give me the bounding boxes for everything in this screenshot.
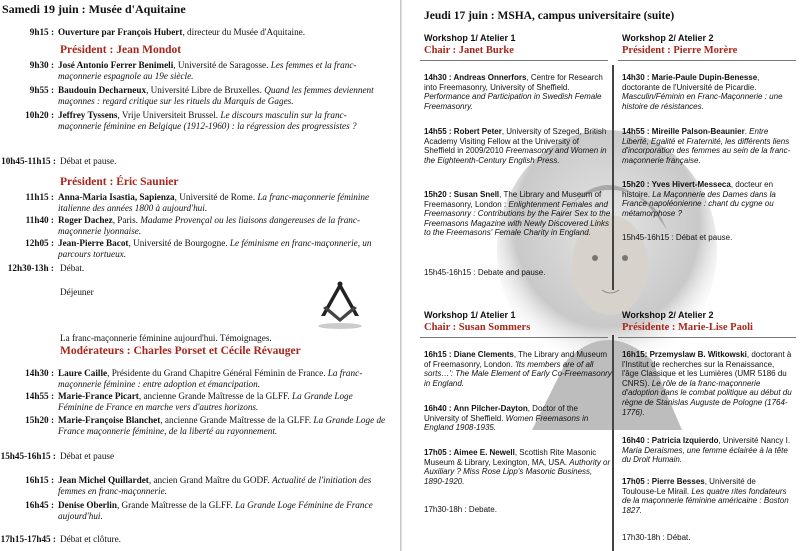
divider (420, 337, 608, 338)
talk-entry: 15h20 : Susan Snell, The Library and Museum of Freemasonry, London : Enlightenment Females and Freemasonry : Contributions by the Fairer Sex to the Freemasons Magazine with Newly Discovered Links to the Freemasons' Female Charity in England. (424, 190, 611, 238)
time-talk: 9h30 : (29, 60, 54, 70)
talk-row: Roger Dachez, Paris. Madame Provençal ou les liaisons dangereuses de la franc-maçonnerie lyonnaise. (58, 215, 361, 236)
time-talk: 10h20 : (25, 110, 54, 120)
break2-text: Débat et pause (60, 451, 115, 461)
talk-entry: 16h40 : Patricia Izquierdo, Université Nancy I. Maria Deraismes, une femme éclairée à la tête du Droit Humain. (622, 436, 791, 465)
president-session1: Président : Jean Mondot (60, 44, 182, 56)
talk-row: Marie-Françoise Blanchet, ancienne Grande Maîtresse de la GLFF. La Grande Loge de France maçonnerie féminine, de la liberté au rayonnement. (58, 415, 386, 436)
talk-entry: 14h55 : Robert Peter, University of Szeged, British Academy Visiting Fellow at the University of Sheffield in 2009/2010 Freemasonry and Women in the Eighteenth-Century English Press. (424, 127, 607, 165)
chair-ws1a: Chair : Janet Burke (424, 45, 514, 56)
workshop2-heading: Workshop 2/ Atelier 2 (622, 310, 714, 320)
opening-row: Ouverture par François Hubert, directeur du Musée d'Aquitaine. (58, 27, 306, 37)
talk-row: Laure Caille, Présidente du Grand Chapitre Général Féminin de France. La franc-maçonnerie féminine : entre adoption et émancipation. (58, 368, 363, 389)
talk-row: José Antonio Ferrer Benimeli, Université de Saragosse. Les femmes et la franc-maçonnerie espagnole au 19e siècle. (58, 60, 357, 81)
time-talk: 16h15 : (25, 475, 54, 485)
pause-text: 15h45-16h15 : Debate and pause. (424, 268, 546, 277)
talk-row: Jeffrey Tyssens, Vrije Universiteit Brussel. Le discours masculin sur la franc-maçonnerie féminine en Belgique (1912-1960) : la régression des progressistes ? (58, 110, 357, 131)
talk-entry: 16h15 : Diane Clements, The Library and Museum of Freemasonry, London. 'Its members are of all sorts…': The Male Element of Early Co-Freemasonry in England. (424, 350, 612, 388)
time-break1: 10h45-11h15 : (1, 156, 56, 166)
lunch-text: Déjeuner (60, 287, 94, 297)
chair-ws2b: Présidente : Marie-Lise Paoli (622, 322, 753, 333)
talk-entry: 14h30 : Marie-Paule Dupin-Benesse, doctorante de l'Université de Picardie. Masculin/Féminin en Franc-Maçonnerie : une histoire de résistances. (622, 73, 783, 111)
talk-row: Baudouin Decharneux, Université Libre de Bruxelles. Quand les femmes deviennent maçonnes : regard critique sur les rituels du Marquis de Gages. (58, 85, 374, 106)
time-opening: 9h15 : (29, 27, 54, 37)
column-divider (612, 65, 614, 290)
day-title-saturday: Samedi 19 juin : Musée d'Aquitaine (2, 2, 186, 16)
debate-text: 17h30-18h : Débat. (622, 533, 691, 542)
talk-entry: 14h55 : Mireille Palson-Beaunier. Entre Liberté, Egalité et Fraternité, les différents liens d'incorporation des femmes au sein de la franc-maçonnerie française. (622, 127, 791, 165)
break1-text: Débat et pause. (60, 156, 117, 166)
divider (420, 60, 608, 61)
time-talk: 9h55 : (29, 85, 54, 95)
chair-ws1b: Chair : Susan Sommers (424, 322, 531, 333)
right-page (402, 0, 800, 551)
talk-row: Anna-Maria Isastia, Sapienza, Université de Rome. La franc-maçonnerie féminine italienne des années 1800 à aujourd'hui. (58, 192, 370, 213)
talk-row: Marie-France Picart, ancienne Grande Maîtresse de la GLFF. La Grande Loge Féminine de France en marche vers d'autres horizons. (58, 391, 353, 412)
time-talk: 16h45 : (25, 500, 54, 510)
talk-entry: 16h15: Przemyslaw B. Witkowski, doctorant à l'Institut de recherches sur la Renaissance, l'âge Classique et les Lumières (UMR 5186 du CNRS). Le rôle de la franc-maçonnerie d'adoption dans le combat politique au début du règne de Stanislas Auguste de Pologne (1764-1776). (622, 350, 792, 417)
president-session2: Président : Éric Saunier (60, 176, 179, 188)
divider (618, 60, 796, 61)
debate-text: 17h30-18h : Debate. (424, 505, 497, 514)
day-title-thursday: Jeudi 17 juin : MSHA, campus universitaire (suite) (424, 10, 675, 22)
talk-entry: 17h05 : Pierre Besses, Université de Toulouse-Le Mirail. Les quatre rites fondateurs de la maçonnerie féminine américaine : Boston 1827. (622, 477, 789, 515)
time-break2: 15h45-16h15 : (0, 451, 56, 461)
workshop1-heading: Workshop 1/ Atelier 1 (424, 33, 516, 43)
time-talk: 15h20 : (25, 415, 54, 425)
time-talk: 11h15 : (25, 192, 54, 202)
workshop1-heading: Workshop 1/ Atelier 1 (424, 310, 516, 320)
time-talk: 14h30 : (25, 368, 54, 378)
time-debate: 12h30-13h : (7, 263, 54, 273)
time-talk: 14h55 : (25, 391, 54, 401)
talk-row: Jean-Pierre Bacot, Université de Bourgogne. Le féminisme en franc-maçonnerie, un parcours tortueux. (58, 238, 372, 259)
column-divider (612, 335, 614, 551)
talk-entry: 16h40 : Ann Pilcher-Dayton, Doctor of the University of Sheffield. Women Freemasons in England 1908-1935. (424, 404, 589, 433)
debate-text: Débat. (60, 263, 85, 273)
round-table-title: La franc-maçonnerie féminine aujourd'hui. Témoignages. (60, 333, 272, 343)
time-talk: 12h05 : (25, 238, 54, 248)
time-closing: 17h15-17h45 : (0, 534, 56, 544)
talk-entry: 17h05 : Aimee E. Newell, Scottish Rite Masonic Museum & Library, Lexington, MA, USA. Authority or Auxiliary ? Miss Rose Lipp's Masonic Business, 1890-1920. (424, 448, 611, 486)
time-talk: 11h40 : (25, 215, 54, 225)
divider (618, 337, 796, 338)
closing-text: Débat et clôture. (60, 534, 121, 544)
talk-row: Denise Oberlin, Grande Maîtresse de la GLFF. La Grande Loge Féminine de France aujourd'hui. (58, 500, 373, 521)
talk-row: Jean Michel Quillardet, ancien Grand Maître du GODF. Actualité de l'initiation des femmes en franc-maçonnerie. (58, 475, 372, 496)
pause-text: 15h45-16h15 : Débat et pause. (622, 233, 733, 242)
talk-entry: 15h20 : Yves Hivert-Messeca, docteur en histoire. La Maçonnerie des Dames dans la France napoléonienne : chant du cygne ou métamorphose ? (622, 180, 776, 218)
moderators: Modérateurs : Charles Porset et Cécile Révauger (60, 345, 301, 357)
square-compass-icon (315, 278, 365, 330)
workshop2-heading: Workshop 2/ Atelier 2 (622, 33, 714, 43)
chair-ws2a: Président : Pierre Morère (622, 45, 738, 56)
talk-entry: 14h30 : Andreas Onnerfors, Centre for Research into Freemasonry, University of Sheffield. Performance and Participation in Swedish Female Freemasonry. (424, 73, 603, 111)
